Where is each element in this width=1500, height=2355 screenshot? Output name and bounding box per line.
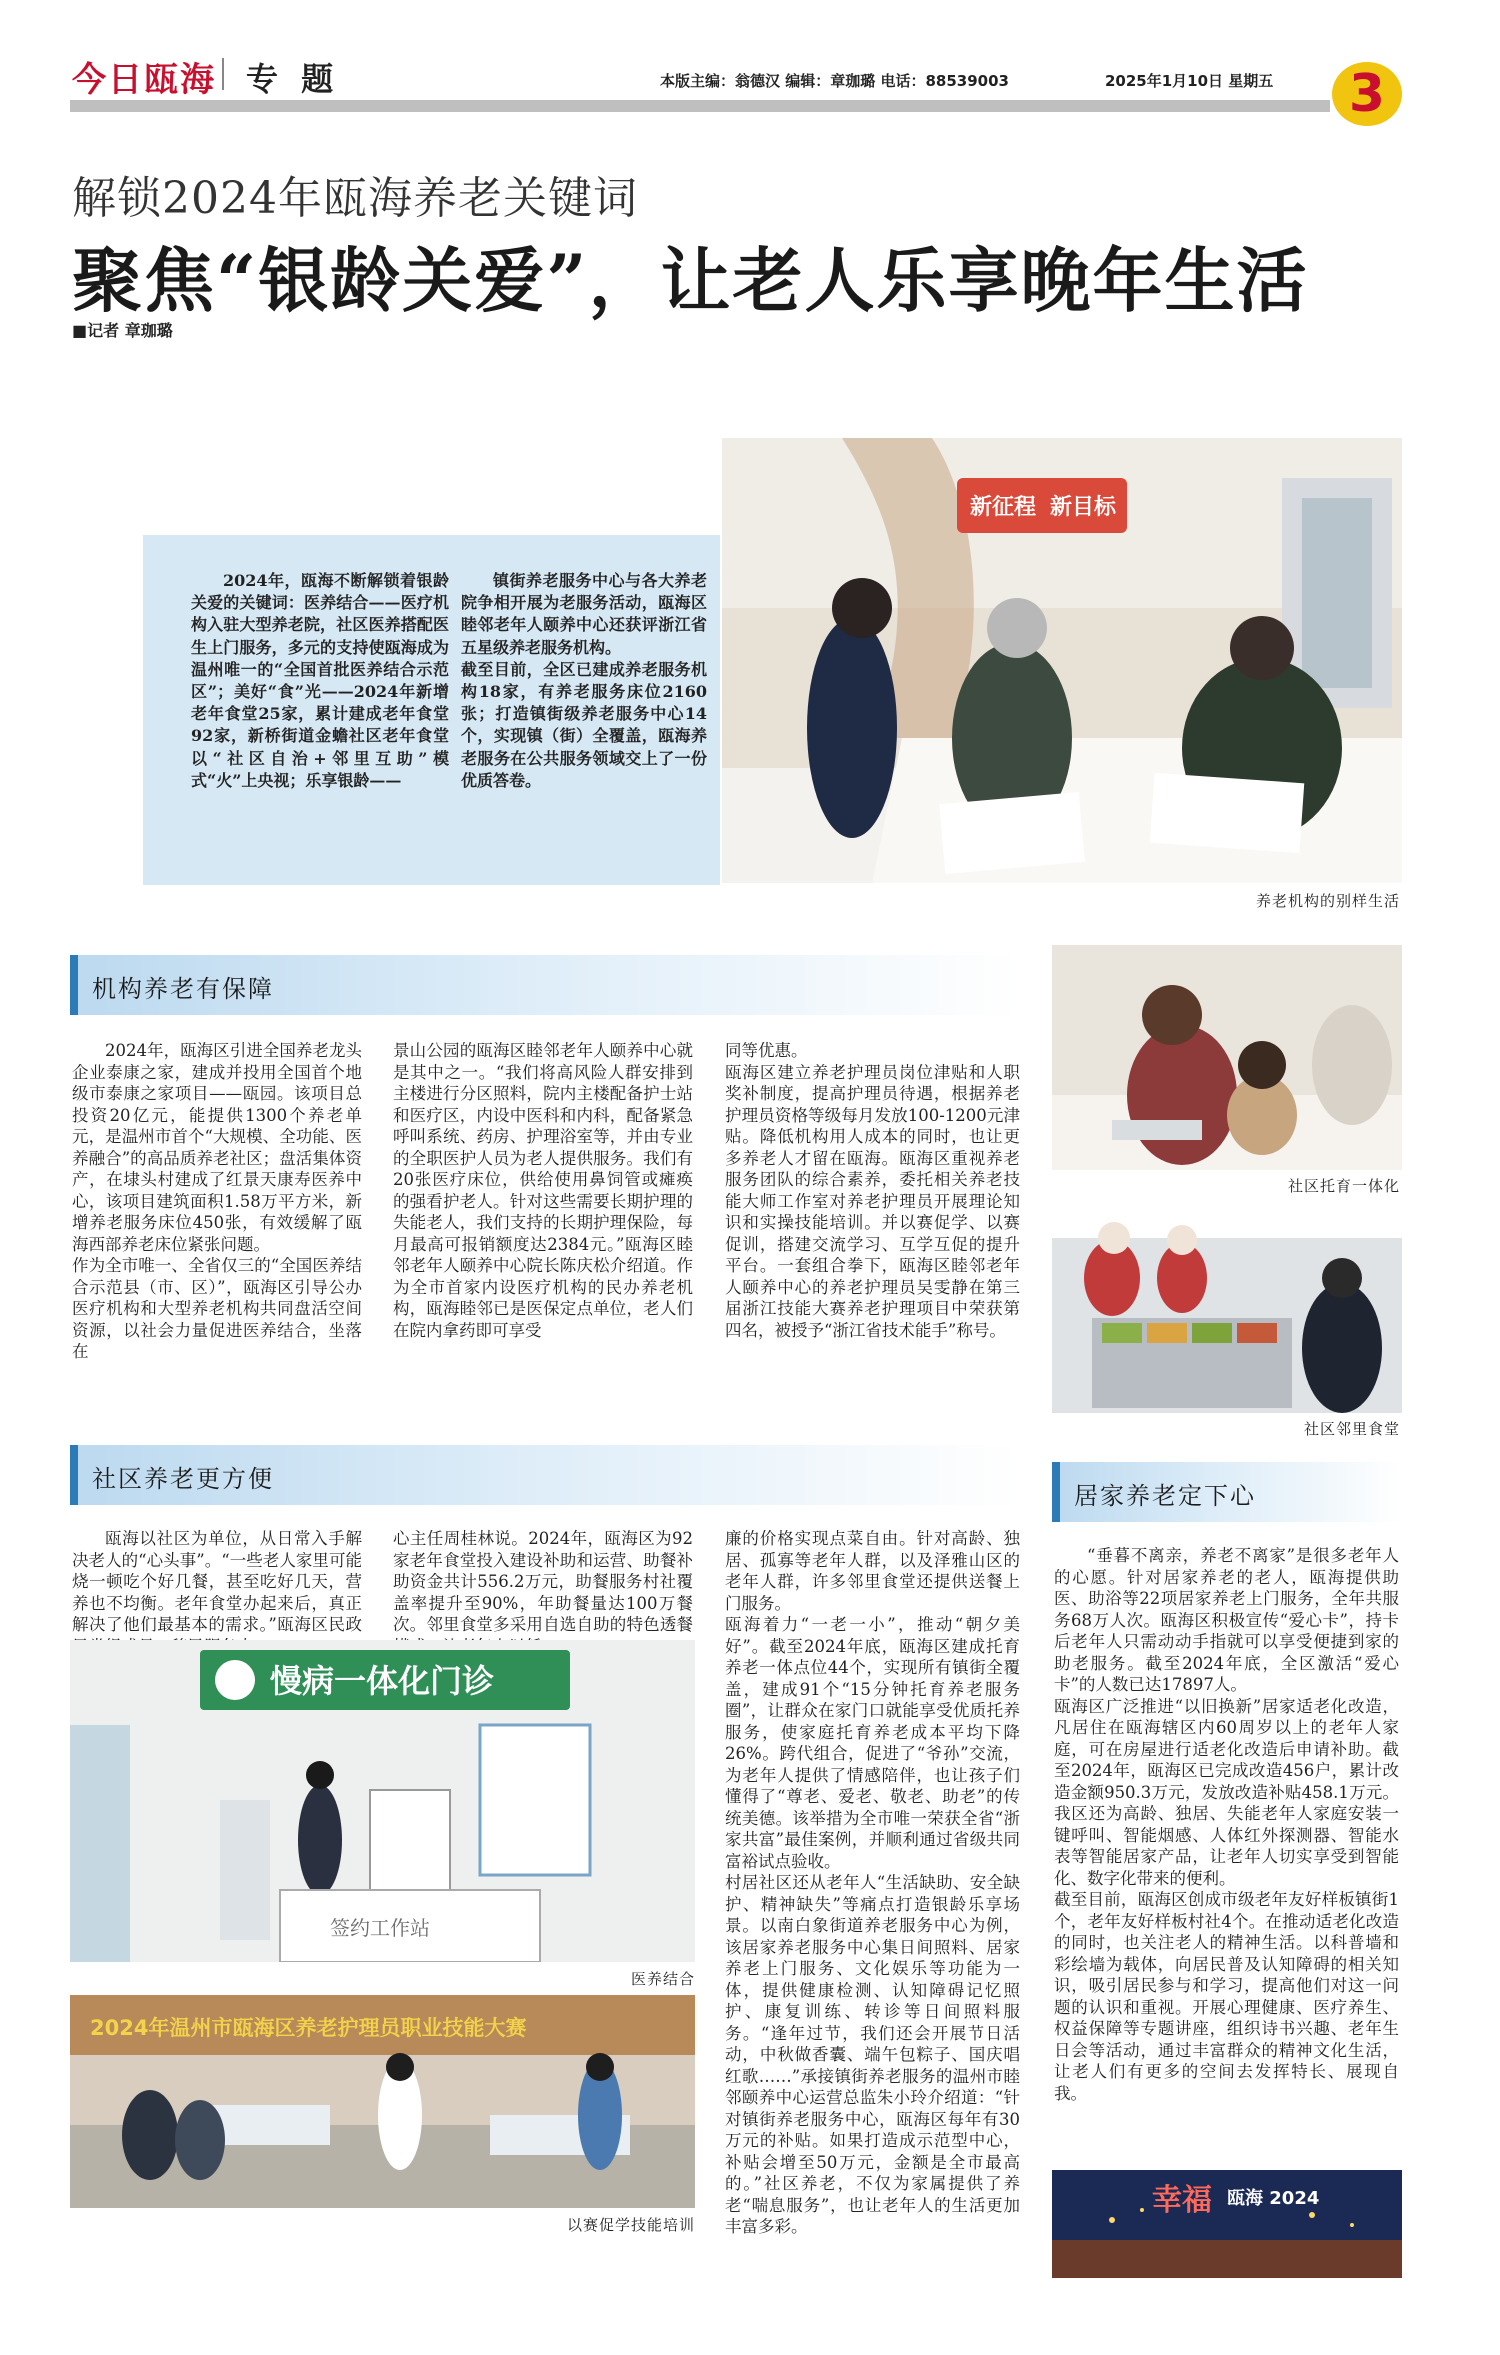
banner-text-2: 新目标	[1050, 495, 1117, 520]
editor-info: 本版主编：翁德汉 编辑：章珈璐 电话：88539003	[660, 72, 1009, 90]
summary-column-1: 2024年，瓯海不断解锁着银龄关爱的关键词：医养结合——医疗机构入驻大型养老院，社区医养搭配医生上门服务，多元的支持使瓯海成为温州唯一的“全国首批医养结合示范区”；美好“食”光——2024年新增老年食堂25家，累计建成老年食堂92家，新桥街道金蟾社区老年食堂以“社区自治+邻里互助”模式“火”上央视；乐享银龄——	[191, 571, 449, 790]
childcare-illustration	[1052, 945, 1402, 1170]
photo-childcare-caption: 社区托育一体化	[1287, 1177, 1400, 1195]
contest-banner-text: 2024年温州市瓯海区养老护理员职业技能大赛	[90, 2016, 527, 2040]
summary-column-2: 镇街养老服务中心与各大养老院争相开展为老服务活动，瓯海区睦邻老年人颐养中心还获评浙江省五星级养老服务机构。 截至目前，全区已建成养老服务机构18家，有养老服务床位2160张；打造镇街级养老服务中心14个，实现镇（街）全覆盖，瓯海养老服务在公共服务领域交上了一份优质答卷。	[461, 571, 707, 790]
festival-illustration	[1052, 2170, 1402, 2278]
medical-clinic-illustration	[70, 1640, 695, 1962]
main-photo	[722, 438, 1402, 883]
photo-canteen	[1052, 1198, 1402, 1413]
section-header-institutional	[70, 955, 1020, 1015]
photo-canteen-caption: 社区邻里食堂	[1303, 1420, 1400, 1438]
desk-sign-text: 签约工作站	[330, 1916, 430, 1940]
section-header-community	[70, 1445, 1020, 1505]
section-header-accent	[1052, 1462, 1060, 1522]
photo-skills-training	[70, 1995, 695, 2208]
section-title: 居家养老定下心	[1074, 1482, 1256, 1510]
festival-text-2: 瓯海 2024	[1227, 2188, 1320, 2209]
section2-column-3: 廉的价格实现点菜自由。针对高龄、独居、孤寡等老年人群，以及泽雅山区的老年人群，许多邻里食堂还提供送餐上门服务。 瓯海着力“一老一小”，推动“朝夕美好”。截至2024年底，瓯海区建成托育养老一体点位44个，实现所有镇街全覆盖，建成91个“15分钟托育养老服务圈”，让群众在家门口就能享受优质托养服务，使家庭托育养老成本平均下降26%。跨代组合，促进了“爷孙”交流，为老年人提供了情感陪伴，也让孩子们懂得了“尊老、爱老、敬老、助老”的传统美德。该举措为全市唯一荣获全省“浙家共富”最佳案例，并顺利通过省级共同富裕试点验收。 村居社区还从老年人“生活缺助、安全缺护、精神缺失”等痛点打造银龄乐享场景。以南白象街道养老服务中心为例，该居家养老服务中心集日间照料、居家养老上门服务、文化娱乐等功能为一体，提供健康检测、认知障碍记忆照护、康复训练、转诊等日间照料服务。“逢年过节，我们还会开展节日活动，中秋做香囊、端午包粽子、国庆唱红歌……”承接镇街养老服务的温州市睦邻颐养中心运营总监朱小玲介绍道：“针对镇街养老服务中心，瓯海区每年有30万元的补贴。如果打造成示范型中心，补贴会增至50万元，金额是全市最高的。”社区养老，不仅为家属提供了养老“喘息服务”，也让老年人的生活更加丰富多彩。	[725, 1529, 1020, 2236]
newspaper-logo: 今日瓯海	[72, 60, 216, 100]
photo-medical-caption: 医养结合	[630, 1970, 695, 1988]
article-headline: 聚焦“银龄关爱”，让老人乐享晚年生活	[72, 239, 1309, 322]
clinic-sign-text: 慢病一体化门诊	[270, 1662, 495, 1700]
article-byline: ■记者 章珈璐	[72, 321, 173, 340]
section-title: 机构养老有保障	[92, 975, 274, 1003]
main-photo-caption: 养老机构的别样生活	[1255, 892, 1400, 910]
section1-column-3: 同等优惠。 瓯海区建立养老护理员岗位津贴和人职奖补制度，提高护理员待遇，根据养老护理员资格等级每月发放100-1200元津贴。降低机构用人成本的同时，也让更多养老人才留在瓯海。瓯海区重视养老服务团队的综合素养，委托相关养老技能大师工作室对养老护理员开展理论知识和实操技能培训。并以赛促学、以赛促训，搭建交流学习、互学互促的提升平台。一套组合拳下，瓯海区睦邻老年人颐养中心的养老护理员吴雯静在第三届浙江技能大赛养老护理项目中荣获第四名，被授予“浙江省技术能手”称号。	[725, 1041, 1020, 1340]
summary-box	[143, 535, 720, 885]
section-header-home	[1052, 1462, 1402, 1522]
issue-date: 2025年1月10日 星期五	[1105, 72, 1274, 90]
page-number-badge: 3	[1332, 62, 1402, 126]
section2-column-2: 心主任周桂林说。2024年，瓯海区为92家老年食堂投入建设补助和运营、助餐补助资金共计556.2万元，助餐服务村社覆盖率提升至90%，年助餐量达100万餐次。邻里食堂多采用自选自助的特色透餐	[393, 1529, 693, 1634]
section2-column-1: 瓯海以社区为单位，从日常入手解决老人的“心头事”。“一些老人家里可能烧一顿吃个好几餐，甚至吃好几天，营养也不均衡。老年食堂办起来后，真正解决了他们最基本的需求。”瓯海区民政	[72, 1529, 362, 1634]
photo-festival	[1052, 2170, 1402, 2278]
main-photo-illustration	[722, 438, 1402, 883]
section-title: 社区养老更方便	[92, 1465, 274, 1493]
section-header-accent	[70, 1445, 78, 1505]
section1-column-1: 2024年，瓯海区引进全国养老龙头企业泰康之家，建成并投用全国首个地级市泰康之家项目——瓯园。该项目总投资20亿元，能提供1300个养老单元，是温州市首个“大规模、全功能、医养融合”的高品质养老社区；盘活集体资产，在埭头村建成了红景天康寿医养中心，该项目建筑面积1.58万平方米，新增养老服务床位450张，有效缓解了瓯海西部养老床位紧张问题。 作为全市唯一、全省仅三的“全国医养结合示范县（市、区）”，瓯海区引导公办医疗机构和大型养老机构共同盘活空间资源，以社会力量促进医养结合，坐落在	[72, 1041, 362, 1361]
photo-medical	[70, 1640, 695, 1962]
masthead-bar	[70, 100, 1330, 112]
section-header-accent	[70, 955, 78, 1015]
section3-column-1: “垂暮不离亲，养老不离家”是很多老年人的心愿。针对居家养老的老人，瓯海提供助医、助浴等22项居家养老上门服务，全年共服务68万人次。瓯海区积极宣传“爱心卡”，持卡后老年人只需动动手指就可以享受便捷到家的助老服务。截至2024年底，全区激活“爱心卡”的人数已达17897人。 瓯海区广泛推进“以旧换新”居家适老化改造，凡居住在瓯海辖区内60周岁以上的老年人家庭，可在房屋进行适老化改造后申请补助。截至2024年，瓯海区已完成改造456户，累计改造金额950.3万元，发放改造补贴458.1万元。我区还为高龄、独居、失能老年人家庭安装一键呼叫、智能烟感、人体红外探测器、智能水表等智能居家产品，让老年人切实享受到智能化、数字化带来的便利。 截至目前，瓯海区创成市级老年友好样板镇街1个，老年友好样板村社4个。在推动适老化改造的同时，也关注老人的精神生活。以科普墙和彩绘墙为载体，向居民普及认知障碍的相关知识，吸引居民参与和学习，提高他们对这一问题的认识和重视。开展心理健康、医疗养生、权益保障等专题讲座，组织诗书兴趣、老年生日会等活动，通过丰富群众的精神文化生活，让老人们有更多的空间去发挥特长、展现自我。	[1054, 1546, 1399, 2103]
masthead-divider	[222, 58, 224, 90]
photo-childcare	[1052, 945, 1402, 1170]
section-name: 专 题	[246, 60, 340, 98]
skills-contest-illustration	[70, 1995, 695, 2208]
festival-text-1: 幸福	[1152, 2183, 1212, 2218]
article-kicker: 解锁2024年瓯海养老关键词	[72, 173, 638, 224]
banner-text-1: 新征程	[970, 495, 1037, 520]
photo-skills-caption: 以赛促学技能培训	[566, 2216, 695, 2234]
section1-column-2: 景山公园的瓯海区睦邻老年人颐养中心就是其中之一。“我们将高风险人群安排到主楼进行分区照料，院内主楼配备护士站和医疗区，内设中医科和内科，配备紧急呼叫系统、药房、护理浴室等，并由专业的全职医护人员为老人提供服务。我们有20张医疗床位，供给使用鼻饲管或瘫痪的强看护老人。针对这些需要长期护理的失能老人，我们支持的长期护理保险，每月最高可报销额度达2384元。”瓯海区睦邻老年人颐养中心院长陈庆松介绍道。作为全市首家内设医疗机构的民办养老机构，瓯海睦邻已是医保定点单位，老人们在院内拿药即可享受	[393, 1041, 693, 1340]
canteen-illustration	[1052, 1198, 1402, 1413]
